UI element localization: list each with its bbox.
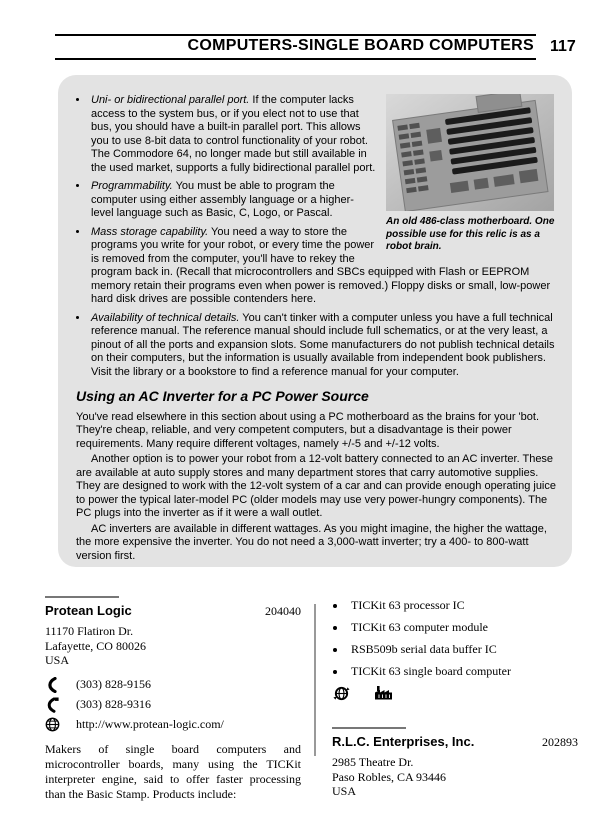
section-heading: Using an AC Inverter for a PC Power Source bbox=[76, 388, 369, 404]
company-name: Protean Logic bbox=[45, 603, 132, 618]
product-list bbox=[332, 598, 578, 679]
listing-attribute-icons bbox=[333, 686, 578, 704]
listing-protean-logic bbox=[45, 596, 301, 814]
phone-row bbox=[45, 675, 301, 695]
bullet-text: You can't tinker with a computer unless you have a full technical reference manual. The reference manual should include full schematics, or at the very least, a pinout of all the ports and expansion slots. Some manufacturers do not publish technical details on their computers, but the information is usually available from independent book publishers. Visit the library or a bookstore to find a reference manual for your computer. bbox=[91, 311, 555, 378]
fax-icon bbox=[45, 697, 61, 713]
page-header bbox=[55, 34, 578, 60]
company-address bbox=[45, 624, 301, 668]
factory-icon bbox=[374, 686, 393, 704]
website-row bbox=[45, 715, 301, 735]
feature-box bbox=[58, 75, 572, 567]
bullet-text: You must be able to program the computer using either assembly language or a higher-level language such as Basic, C, Logo, or Pascal. bbox=[91, 180, 354, 219]
section-paragraph-2: Another option is to power your robot from a 12-volt battery connected to an AC inverter. These are available at auto supply stores and many department stores that carry automotive supplies. They are designed to work with the 12-volt system of a car and can provide enough operating juice to power the typical later-model PC (older models may use very power-hungry components). The PC plugs into the inverter as if it were a wall outlet. bbox=[76, 453, 556, 519]
product-item: • RSB509b serial data buffer IC bbox=[347, 642, 578, 657]
motherboard-illustration bbox=[386, 94, 554, 211]
bullet-text: You need a way to store the programs you write for your robot, or every time the power is removed from the computer, you'll have to rekey the program back in. (Recall that microcontrollers and SBCs equipped with Flash or EEPROM memory retain their programs even when power is removed.) Floppy disks or small, low-power hard disk drives are possible contenders here. bbox=[91, 225, 551, 305]
website-url[interactable]: http://www.protean-logic.com/ bbox=[76, 717, 224, 731]
address-line: USA bbox=[45, 653, 70, 667]
product-item: • TICKit 63 computer module bbox=[347, 620, 578, 635]
header-rules bbox=[55, 34, 536, 60]
address-line: USA bbox=[332, 784, 357, 798]
photo-caption: An old 486-class motherboard. One possible use for this relic is as a robot brain. bbox=[386, 216, 555, 252]
worldwide-globe-icon bbox=[333, 685, 350, 706]
address-line: 2985 Theatre Dr. bbox=[332, 755, 414, 769]
listing-head bbox=[45, 603, 301, 619]
product-item: • TICKit 63 processor IC bbox=[347, 598, 578, 613]
fax-number: (303) 828-9316 bbox=[76, 697, 151, 711]
motherboard-photo bbox=[386, 94, 554, 211]
bullet-lead: Uni- or bidirectional parallel port. bbox=[91, 94, 250, 106]
motherboard-photo-figure bbox=[386, 94, 556, 254]
phone-number: (303) 828-9156 bbox=[76, 677, 151, 691]
bullet-lead: Availability of technical details. bbox=[91, 311, 240, 324]
bullet-text: If the computer lacks access to the system bus, or if you elect not to use that bus, you should have a built-in parallel port. This allows you to use 8-bit data to control functionality of your robot. The Commodore 64, no longer made but still available in the used market, supports a fully bidirectional parallel port. bbox=[91, 94, 376, 174]
product-item: • TICKit 63 single board computer bbox=[347, 664, 578, 679]
fax-row bbox=[45, 695, 301, 715]
column-divider bbox=[314, 604, 316, 756]
listing-rule bbox=[332, 727, 406, 729]
address-line: 11170 Flatiron Dr. bbox=[45, 624, 134, 638]
address-line: Paso Robles, CA 93446 bbox=[332, 769, 447, 784]
address-line: Lafayette, CO 80026 bbox=[45, 638, 146, 653]
contact-rows bbox=[45, 675, 301, 735]
page-title: COMPUTERS-SINGLE BOARD COMPUTERS bbox=[187, 37, 534, 54]
web-globe-icon bbox=[45, 717, 61, 732]
right-column bbox=[332, 596, 578, 799]
section-paragraph-3: AC inverters are available in different wattages. As you might imagine, the higher the wattage, the more expensive the inverter. You do not need a 3,000-watt inverter; try a 400- to 800-watt version first. bbox=[76, 522, 547, 562]
listing-id-number: 204040 bbox=[265, 604, 301, 618]
page-number: 117 bbox=[550, 38, 576, 55]
bullet-lead: Programmability. bbox=[91, 180, 173, 192]
bullet-technical-details bbox=[89, 312, 556, 380]
section-paragraph-1: You've read elsewhere in this section about using a PC motherboard as the brains for your 'bot. They're cheap, reliable, and very competent computers, but a disadvantage is their power requirements. Many require different voltages, namely +/-5 and +/-12 volts. bbox=[76, 410, 540, 450]
company-description: Makers of single board computers and microcontroller boards, many using the TICKit interpreter engine, said to offer faster processing than the Basic Stamp. Products include: bbox=[45, 741, 301, 801]
bullet-lead: Mass storage capability. bbox=[91, 225, 209, 238]
listing-id-number: 202893 bbox=[542, 735, 578, 749]
listing-head bbox=[332, 734, 578, 750]
listing-rule bbox=[45, 596, 119, 598]
company-name: R.L.C. Enterprises, Inc. bbox=[332, 734, 475, 749]
company-address bbox=[332, 755, 578, 799]
phone-icon bbox=[45, 677, 61, 693]
